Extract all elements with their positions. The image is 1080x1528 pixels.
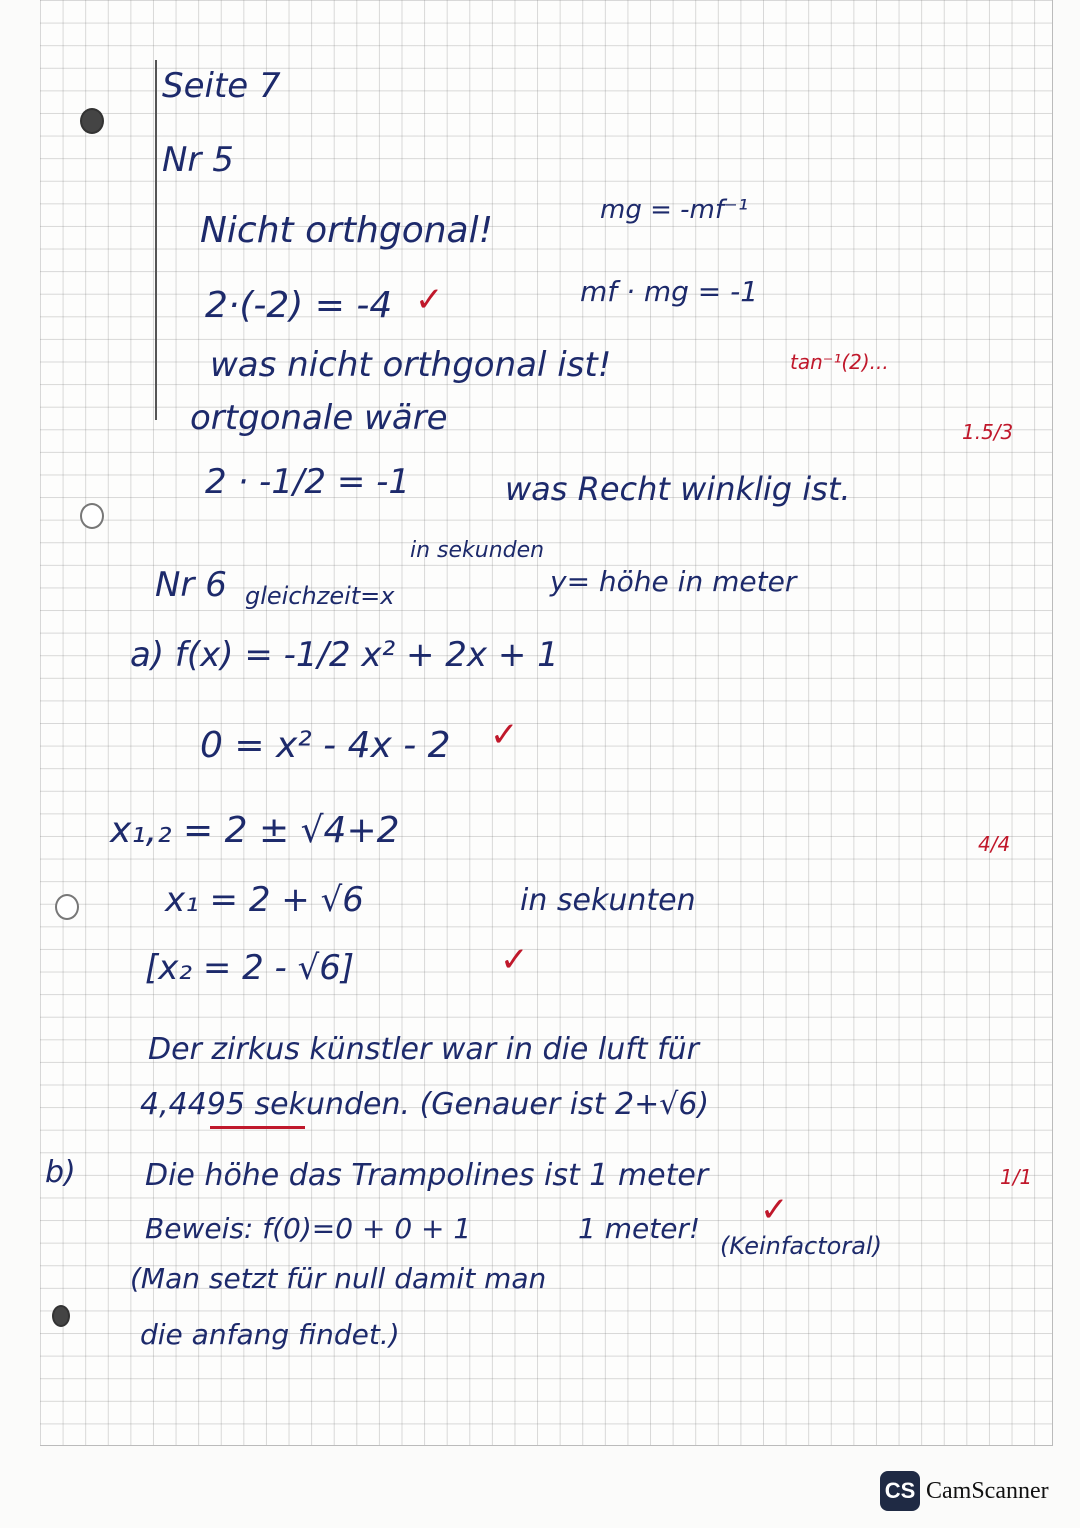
annotation: gleichzeit=x — [245, 582, 395, 610]
check-mark-icon: ✓ — [500, 940, 529, 980]
annotation: in sekunten — [520, 883, 696, 918]
check-mark-icon: ✓ — [760, 1190, 789, 1230]
check-mark-icon: ✓ — [415, 280, 444, 320]
text-line: was nicht orthgonal ist! — [210, 345, 612, 385]
punch-hole — [80, 108, 104, 134]
text-line: 1 meter! — [578, 1212, 701, 1245]
task-6-label: Nr 6 — [155, 565, 227, 605]
red-underline — [210, 1126, 305, 1129]
logo-text: CamScanner — [926, 1477, 1049, 1504]
annotation: y= höhe in meter — [550, 565, 797, 598]
annotation: in sekunden — [410, 538, 545, 563]
page-number: Seite 7 — [162, 66, 281, 106]
formula: 2·(-2) = -4 — [205, 285, 393, 326]
punch-hole — [55, 894, 79, 920]
formula: mg = -mf⁻¹ — [600, 195, 749, 225]
formula: mf · mg = -1 — [580, 275, 759, 308]
formula: 2 · -1/2 = -1 — [205, 462, 411, 502]
formula: x₁ = 2 + √6 — [165, 880, 364, 920]
task-5-label: Nr 5 — [162, 140, 234, 180]
part-b-label: b) — [45, 1155, 76, 1190]
text-line: was Recht winklig ist. — [505, 470, 851, 508]
score-mark: 1/1 — [1000, 1165, 1033, 1189]
formula: x₁,₂ = 2 ± √4+2 — [110, 810, 400, 851]
cs-badge-icon: CS — [880, 1471, 920, 1511]
text-line: die anfang findet.) — [140, 1318, 400, 1351]
text-line: Der zirkus künstler war in die luft für — [148, 1032, 700, 1067]
annotation: (Keinfactoral) — [720, 1232, 882, 1260]
formula: a) f(x) = -1/2 x² + 2x + 1 — [130, 635, 559, 675]
teacher-note: tan⁻¹(2)... — [790, 350, 889, 374]
text-line: Die höhe das Trampolines ist 1 meter — [145, 1158, 709, 1193]
camscanner-logo — [880, 1471, 1049, 1511]
formula: 0 = x² - 4x - 2 — [200, 725, 451, 766]
punch-hole — [52, 1305, 70, 1327]
score-mark: 4/4 — [978, 832, 1011, 856]
formula: [x₂ = 2 - √6] — [145, 948, 355, 988]
text-line: Beweis: f(0)=0 + 0 + 1 — [145, 1212, 472, 1245]
text-line: (Man setzt für null damit man — [130, 1262, 547, 1295]
text-line: Nicht orthgonal! — [200, 210, 494, 251]
text-line: ortgonale wäre — [190, 398, 448, 438]
margin-line — [155, 60, 157, 420]
score-mark: 1.5/3 — [962, 420, 1014, 444]
check-mark-icon: ✓ — [490, 715, 519, 755]
text-line: 4,4495 sekunden. (Genauer ist 2+√6) — [140, 1087, 710, 1122]
punch-hole — [80, 503, 104, 529]
